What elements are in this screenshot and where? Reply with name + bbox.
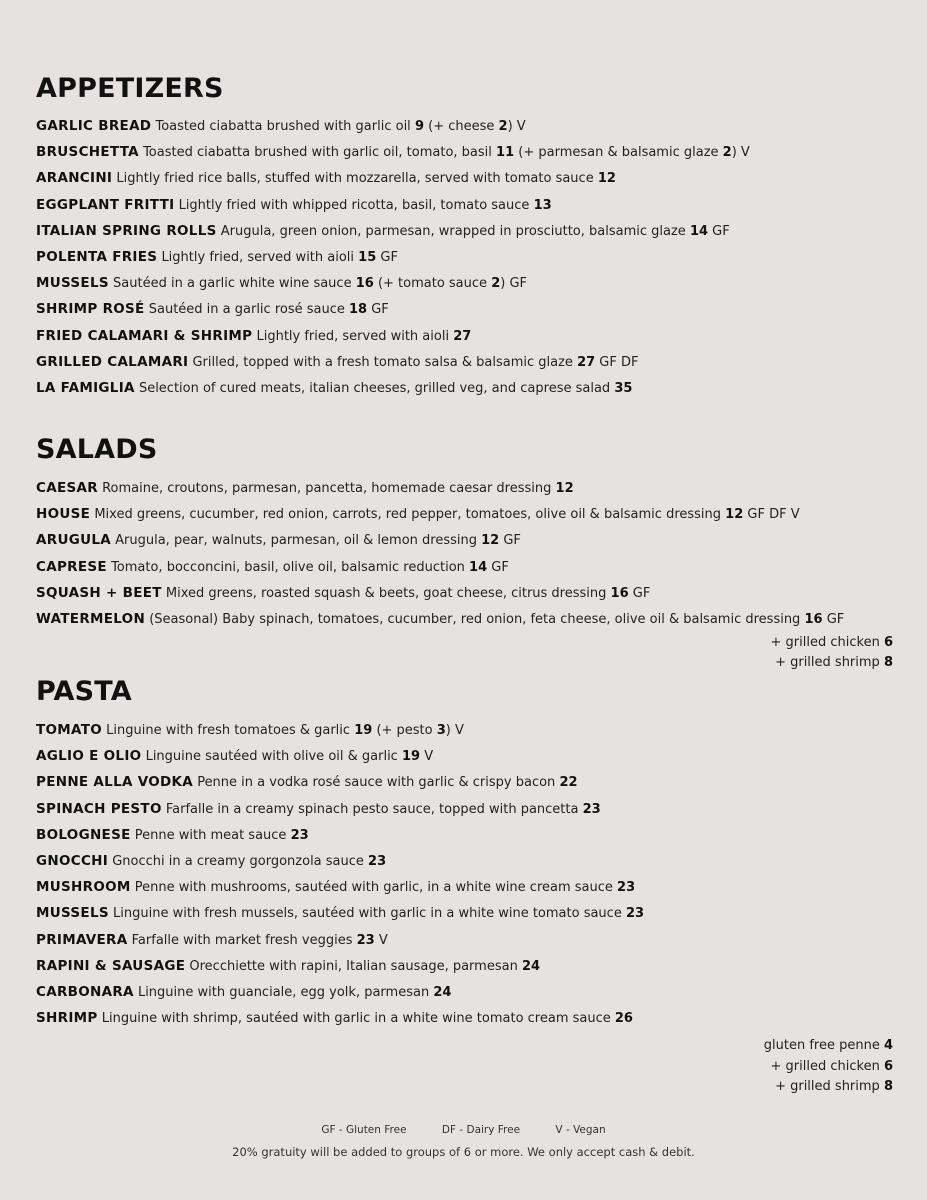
item-description: Gnocchi in a creamy gorgonzola sauce <box>112 853 364 869</box>
item-name: SHRIMP <box>36 1010 98 1027</box>
menu-item <box>36 244 897 270</box>
item-price: 23 <box>290 827 309 843</box>
item-price: 35 <box>614 380 633 396</box>
item-price: 12 <box>725 507 744 523</box>
item-addon-price: 2 <box>722 145 732 161</box>
item-description: Mixed greens, roasted squash & beets, goat cheese, citrus dressing <box>165 585 607 601</box>
item-diet-tags: GF <box>712 223 730 239</box>
item-name: SQUASH + BEET <box>36 584 162 601</box>
item-addon-close: ) <box>507 119 513 134</box>
menu-item <box>36 848 897 874</box>
add-on-label: + grilled shrimp <box>775 654 880 670</box>
item-price: 9 <box>414 119 424 134</box>
item-price: 12 <box>597 171 616 187</box>
item-name: SPINACH PESTO <box>36 800 162 817</box>
item-description: Romaine, croutons, parmesan, pancetta, homemade caesar dressing <box>102 481 552 496</box>
item-name: GRILLED CALAMARI <box>36 353 189 370</box>
menu-item <box>36 717 897 743</box>
menu-item <box>36 580 897 606</box>
menu-item <box>36 927 897 953</box>
item-description: Linguine with shrimp, sautéed with garlic in a white wine tomato cream sauce <box>101 1011 611 1027</box>
item-name: MUSSELS <box>36 905 109 922</box>
item-name: LA FAMIGLIA <box>36 379 135 396</box>
legend-dairy-free: DF - Dairy Free <box>441 1124 521 1136</box>
menu-item <box>36 165 897 191</box>
item-price: 24 <box>521 958 541 974</box>
item-name: GNOCCHI <box>36 852 109 869</box>
item-addon-close: ) <box>445 723 451 738</box>
item-diet-tags: V <box>424 749 434 765</box>
item-price: 26 <box>614 1011 633 1027</box>
salads-list <box>36 475 897 632</box>
item-name: MUSHROOM <box>36 879 131 896</box>
item-diet-tags: GF <box>826 611 845 627</box>
menu-item <box>36 349 897 375</box>
item-name: SHRIMP ROSÉ <box>36 301 145 318</box>
item-price: 23 <box>368 853 387 869</box>
menu-item <box>36 822 897 848</box>
item-diet-tags: V <box>516 119 526 134</box>
item-price: 16 <box>355 276 374 292</box>
add-on-label: + grilled chicken <box>770 1058 880 1074</box>
item-addon-close: ) <box>731 145 737 161</box>
item-price: 14 <box>469 559 488 575</box>
item-price: 14 <box>689 223 709 239</box>
menu-item <box>36 375 897 401</box>
footer-note: 20% gratuity will be added to groups of 6 or more. We only accept cash & debit. <box>232 1145 695 1159</box>
item-diet-tags: GF <box>491 559 509 575</box>
item-price: 23 <box>582 801 601 817</box>
item-addon: (+ parmesan & balsamic glaze <box>518 145 719 161</box>
item-price: 27 <box>453 328 472 344</box>
item-description: Toasted ciabatta brushed with garlic oil, tomato, basil <box>143 145 492 161</box>
item-addon-price: 2 <box>498 119 508 134</box>
add-on-label: + grilled chicken <box>770 635 880 650</box>
diet-legend <box>0 1124 927 1136</box>
item-price: 18 <box>349 302 368 318</box>
item-price: 23 <box>617 880 636 896</box>
menu-item <box>36 979 897 1005</box>
menu-item <box>36 953 897 979</box>
menu-item <box>36 796 897 822</box>
item-price: 19 <box>401 749 421 765</box>
add-on-label: + grilled shrimp <box>775 1079 880 1095</box>
item-price: 15 <box>358 249 377 265</box>
item-name: FRIED CALAMARI & SHRIMP <box>36 327 253 344</box>
menu-item <box>36 192 897 218</box>
menu-item <box>36 527 897 553</box>
item-price: 16 <box>804 611 823 627</box>
add-on-price: 6 <box>883 1058 893 1074</box>
item-price: 23 <box>356 932 375 948</box>
appetizers-list <box>36 113 897 401</box>
add-on-option <box>764 1036 893 1057</box>
item-addon-price: 3 <box>436 723 446 738</box>
item-diet-tags: GF <box>503 533 521 549</box>
item-description: Sautéed in a garlic rosé sauce <box>148 302 345 318</box>
item-description: Sautéed in a garlic white wine sauce <box>113 276 352 292</box>
menu-item <box>36 113 897 139</box>
menu-item <box>36 270 897 296</box>
item-name: TOMATO <box>36 722 103 738</box>
menu-item <box>36 139 897 165</box>
item-description: Lightly fried with whipped ricotta, basil, tomato sauce <box>178 197 530 213</box>
item-description: Penne with mushrooms, sautéed with garlic, in a white wine cream sauce <box>134 880 613 896</box>
item-price: 19 <box>354 723 373 738</box>
item-addon: (+ pesto <box>376 723 433 738</box>
menu-item <box>36 900 897 926</box>
item-name: PENNE ALLA VODKA <box>36 774 194 791</box>
item-name: HOUSE <box>36 506 91 523</box>
item-description: Farfalle in a creamy spinach pesto sauce, topped with pancetta <box>165 801 579 817</box>
item-diet-tags: GF <box>632 585 651 601</box>
item-description: Lightly fried, served with aioli <box>256 328 450 344</box>
item-description: Linguine with fresh tomatoes & garlic <box>106 723 351 738</box>
add-on-option <box>764 1057 893 1078</box>
menu-item <box>36 501 897 527</box>
item-description: Linguine with guanciale, egg yolk, parmesan <box>137 984 430 1000</box>
menu-item <box>36 743 897 769</box>
item-name: CARBONARA <box>36 983 134 1000</box>
item-price: 16 <box>610 585 629 601</box>
item-name: PRIMAVERA <box>36 931 128 948</box>
item-name: WATERMELON <box>36 610 146 627</box>
item-name: CAESAR <box>36 480 98 496</box>
item-price: 11 <box>496 145 515 161</box>
item-name: MUSSELS <box>36 275 109 292</box>
item-diet-tags: V <box>455 723 464 738</box>
item-addon-close: ) <box>500 276 506 292</box>
add-on-option <box>764 1077 893 1098</box>
item-name: BRUSCHETTA <box>36 144 139 161</box>
section-title-appetizers: APPETIZERS <box>36 73 224 104</box>
item-price: 27 <box>577 354 596 370</box>
item-diet-tags: V <box>378 932 388 948</box>
menu-item <box>36 218 897 244</box>
item-diet-tags: GF <box>380 249 398 265</box>
item-price: 22 <box>559 775 578 791</box>
menu-item <box>36 323 897 349</box>
add-on-price: 8 <box>883 654 893 670</box>
add-on-price: 8 <box>883 1079 893 1095</box>
add-on-option <box>771 653 893 673</box>
item-price: 23 <box>625 906 645 922</box>
item-description: (Seasonal) Baby spinach, tomatoes, cucumber, red onion, feta cheese, olive oil & balsamic dressing <box>149 611 801 627</box>
item-name: BOLOGNESE <box>36 826 131 843</box>
pasta-extras <box>764 1036 893 1098</box>
legend-vegan: V - Vegan <box>555 1124 606 1136</box>
menu-item <box>36 769 897 795</box>
pasta-list <box>36 717 897 1031</box>
item-diet-tags: V <box>740 145 750 161</box>
item-price: 12 <box>481 533 500 549</box>
item-name: EGGPLANT FRITTI <box>36 196 175 213</box>
item-addon: (+ tomato sauce <box>377 276 488 292</box>
item-description: Tomato, bocconcini, basil, olive oil, balsamic reduction <box>111 559 465 575</box>
item-name: ARANCINI <box>36 170 113 187</box>
item-name: CAPRESE <box>36 558 107 575</box>
item-name: POLENTA FRIES <box>36 248 158 265</box>
item-name: ITALIAN SPRING ROLLS <box>36 222 217 239</box>
item-description: Lightly fried rice balls, stuffed with mozzarella, served with tomato sauce <box>116 171 594 187</box>
item-name: ARUGULA <box>36 532 111 549</box>
item-description: Lightly fried, served with aioli <box>161 249 355 265</box>
item-addon-price: 2 <box>491 276 501 292</box>
item-diet-tags: GF <box>371 302 389 318</box>
item-description: Arugula, green onion, parmesan, wrapped in prosciutto, balsamic glaze <box>220 223 686 239</box>
legend-gluten-free: GF - Gluten Free <box>321 1124 407 1136</box>
item-description: Farfalle with market fresh veggies <box>131 932 353 948</box>
menu-item <box>36 554 897 580</box>
item-name: RAPINI & SAUSAGE <box>36 957 186 974</box>
item-description: Linguine with fresh mussels, sautéed with garlic in a white wine tomato sauce <box>113 906 622 922</box>
item-diet-tags: GF DF <box>599 354 639 370</box>
menu-item <box>36 606 897 632</box>
menu-item <box>36 296 897 322</box>
menu-item <box>36 1005 897 1031</box>
item-diet-tags: GF DF V <box>747 507 800 523</box>
item-description: Mixed greens, cucumber, red onion, carrots, red pepper, tomatoes, olive oil & balsamic dressing <box>94 507 722 523</box>
add-on-price: 6 <box>883 635 893 650</box>
item-description: Toasted ciabatta brushed with garlic oil <box>155 119 411 134</box>
item-addon: (+ cheese <box>428 119 495 134</box>
item-description: Arugula, pear, walnuts, parmesan, oil & lemon dressing <box>115 533 477 549</box>
item-description: Penne with meat sauce <box>134 827 287 843</box>
item-diet-tags: GF <box>509 276 528 292</box>
item-price: 13 <box>533 197 552 213</box>
item-name: AGLIO E OLIO <box>36 748 142 765</box>
salads-extras <box>771 633 893 672</box>
item-price: 24 <box>433 984 452 1000</box>
add-on-label: gluten free penne <box>763 1038 880 1053</box>
item-description: Orecchiette with rapini, Italian sausage, parmesan <box>189 958 518 974</box>
item-description: Grilled, topped with a fresh tomato salsa & balsamic glaze <box>192 354 573 370</box>
menu-item <box>36 475 897 501</box>
item-description: Selection of cured meats, italian cheeses, grilled veg, and caprese salad <box>138 380 611 396</box>
menu-item <box>36 874 897 900</box>
add-on-price: 4 <box>883 1038 893 1053</box>
add-on-option <box>771 633 893 653</box>
item-description: Linguine sautéed with olive oil & garlic <box>145 749 398 765</box>
item-price: 12 <box>555 481 574 496</box>
item-name: GARLIC BREAD <box>36 118 152 134</box>
section-title-pasta: PASTA <box>36 676 132 707</box>
section-title-salads: SALADS <box>36 434 158 465</box>
item-description: Penne in a vodka rosé sauce with garlic & crispy bacon <box>197 775 556 791</box>
